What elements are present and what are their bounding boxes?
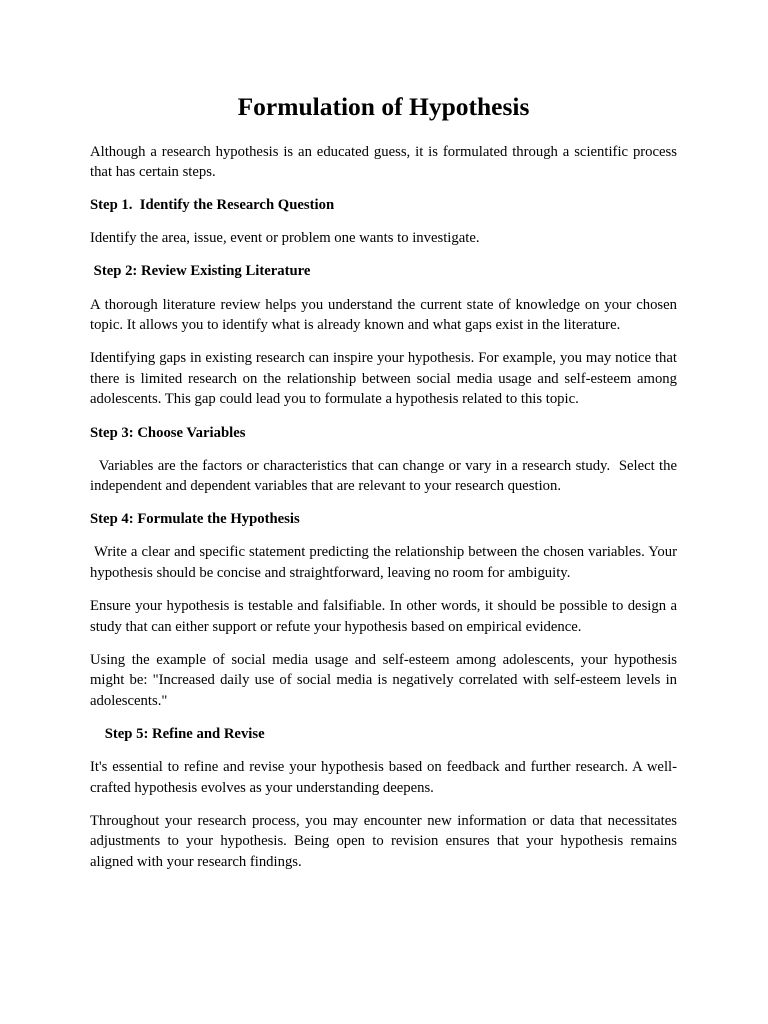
step-4-paragraph-2: Ensure your hypothesis is testable and falsifiable. In other words, it should be possible to design a study that can either support or refute your hypothesis based on empirical evidence. xyxy=(90,598,677,635)
step-2-paragraph-2: Identifying gaps in existing research can inspire your hypothesis. For example, you may notice that there is limited research on the relationship between social media usage and self-esteem among adolescents. This gap could lead you to formulate a hypothesis related to this topic. xyxy=(90,350,677,408)
intro-paragraph: Although a research hypothesis is an educated guess, it is formulated through a scientific process that has certain steps. xyxy=(90,143,681,181)
step-4-heading: Step 4: Formulate the Hypothesis xyxy=(90,511,300,528)
step-5-paragraph-2: Throughout your research process, you may encounter new information or data that necessitates adjustments to your hypothesis. Being open to revision ensures that your hypothesis remains aligned with your research findings. xyxy=(90,812,677,871)
step-1-paragraph: Identify the area, issue, event or problem one wants to investigate. xyxy=(90,230,480,247)
step-4-paragraph-1: Write a clear and specific statement predicting the relationship between the chosen variables. Your hypothesis should be concise and straightforward, leaving no room for ambiguity. xyxy=(90,544,681,581)
document-page xyxy=(90,92,681,885)
document-title: Formulation of Hypothesis xyxy=(237,92,530,121)
step-4-paragraph-3: Using the example of social media usage and self-esteem among adolescents, your hypothesis might be: "Increased daily use of social media is negatively correlated with self-esteem levels in adolescents." xyxy=(90,651,677,709)
step-5-paragraph-1: It's essential to refine and revise your hypothesis based on feedback and further research. A well-crafted hypothesis evolves as your understanding deepens. xyxy=(90,759,677,796)
step-2-paragraph-1: A thorough literature review helps you understand the current state of knowledge on your chosen topic. It allows you to identify what is already known and what gaps exist in the literature. xyxy=(90,296,677,334)
step-3-paragraph: Variables are the factors or characteristics that can change or vary in a research study. Select the independent and dependent variables that are relevant to your research question. xyxy=(90,457,681,495)
step-5-heading: Step 5: Refine and Revise xyxy=(90,726,265,743)
step-2-heading: Step 2: Review Existing Literature xyxy=(90,263,311,280)
step-1-heading: Step 1. Identify the Research Question xyxy=(90,197,335,214)
step-3-heading: Step 3: Choose Variables xyxy=(90,424,246,441)
